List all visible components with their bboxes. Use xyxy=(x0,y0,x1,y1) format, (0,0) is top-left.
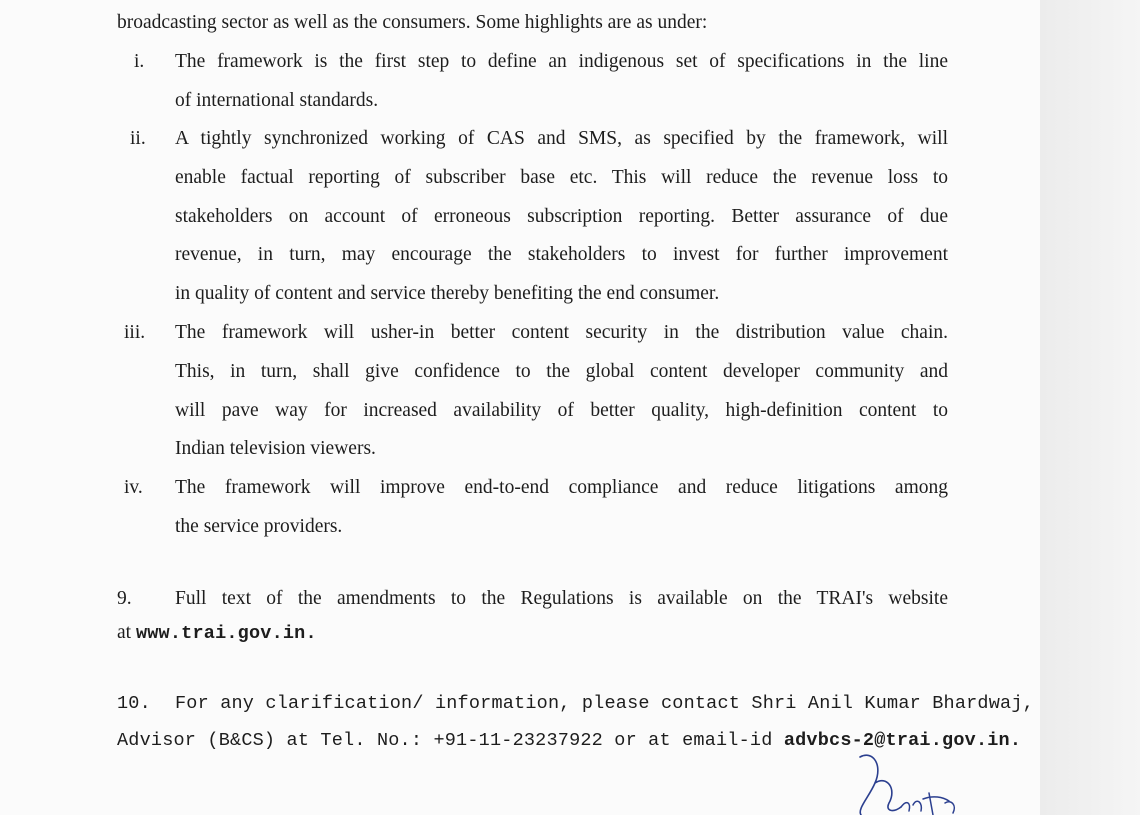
highlight-numeral: ii. xyxy=(130,128,146,149)
highlight-numeral: iii. xyxy=(124,322,146,343)
highlight-line: the service providers. xyxy=(175,516,343,537)
paragraph-line xyxy=(117,622,317,644)
highlight-line: stakeholders on account of erroneous subscription reporting. Better assurance of due xyxy=(175,206,948,227)
page-margin xyxy=(1040,0,1140,815)
highlight-numeral: iv. xyxy=(124,477,143,498)
paragraph-number: 9. xyxy=(117,588,132,609)
email-link[interactable]: advbcs-2@trai.gov.in. xyxy=(783,730,1022,751)
highlight-line: A tightly synchronized working of CAS and SMS, as specified by the framework, will xyxy=(175,128,948,149)
highlight-line: The framework will usher-in better content security in the distribution value chain. xyxy=(175,322,948,343)
highlight-line: of international standards. xyxy=(175,90,379,111)
highlight-line: The framework is the first step to define an indigenous set of specifications in the line xyxy=(175,51,948,72)
paragraph-number: 10. xyxy=(117,693,151,714)
highlight-line: enable factual reporting of subscriber base etc. This will reduce the revenue loss to xyxy=(175,167,948,188)
highlight-line: in quality of content and service thereby benefiting the end consumer. xyxy=(175,283,720,304)
highlight-line: The framework will improve end-to-end compliance and reduce litigations among xyxy=(175,477,948,498)
paragraph-line: For any clarification/ information, please contact Shri Anil Kumar Bhardwaj, xyxy=(175,693,1034,714)
contact-details: Advisor (B&CS) at Tel. No.: +91-11-23237922 or at email-id xyxy=(117,730,784,751)
highlight-line: This, in turn, shall give confidence to the global content developer community and xyxy=(175,361,948,382)
website-link[interactable]: www.trai.gov.in. xyxy=(135,623,317,644)
paragraph-prefix: at xyxy=(117,622,136,643)
highlight-numeral: i. xyxy=(134,51,145,72)
paragraph-line: Full text of the amendments to the Regulations is available on the TRAI's website xyxy=(175,588,948,609)
highlight-line: revenue, in turn, may encourage the stakeholders to invest for further improvement xyxy=(175,244,948,265)
highlight-line: Indian television viewers. xyxy=(175,438,376,459)
highlight-line: will pave way for increased availability of better quality, high-definition content to xyxy=(175,400,948,421)
intro-line: broadcasting sector as well as the consumers. Some highlights are as under: xyxy=(117,12,708,33)
signature-drawing xyxy=(845,745,975,815)
